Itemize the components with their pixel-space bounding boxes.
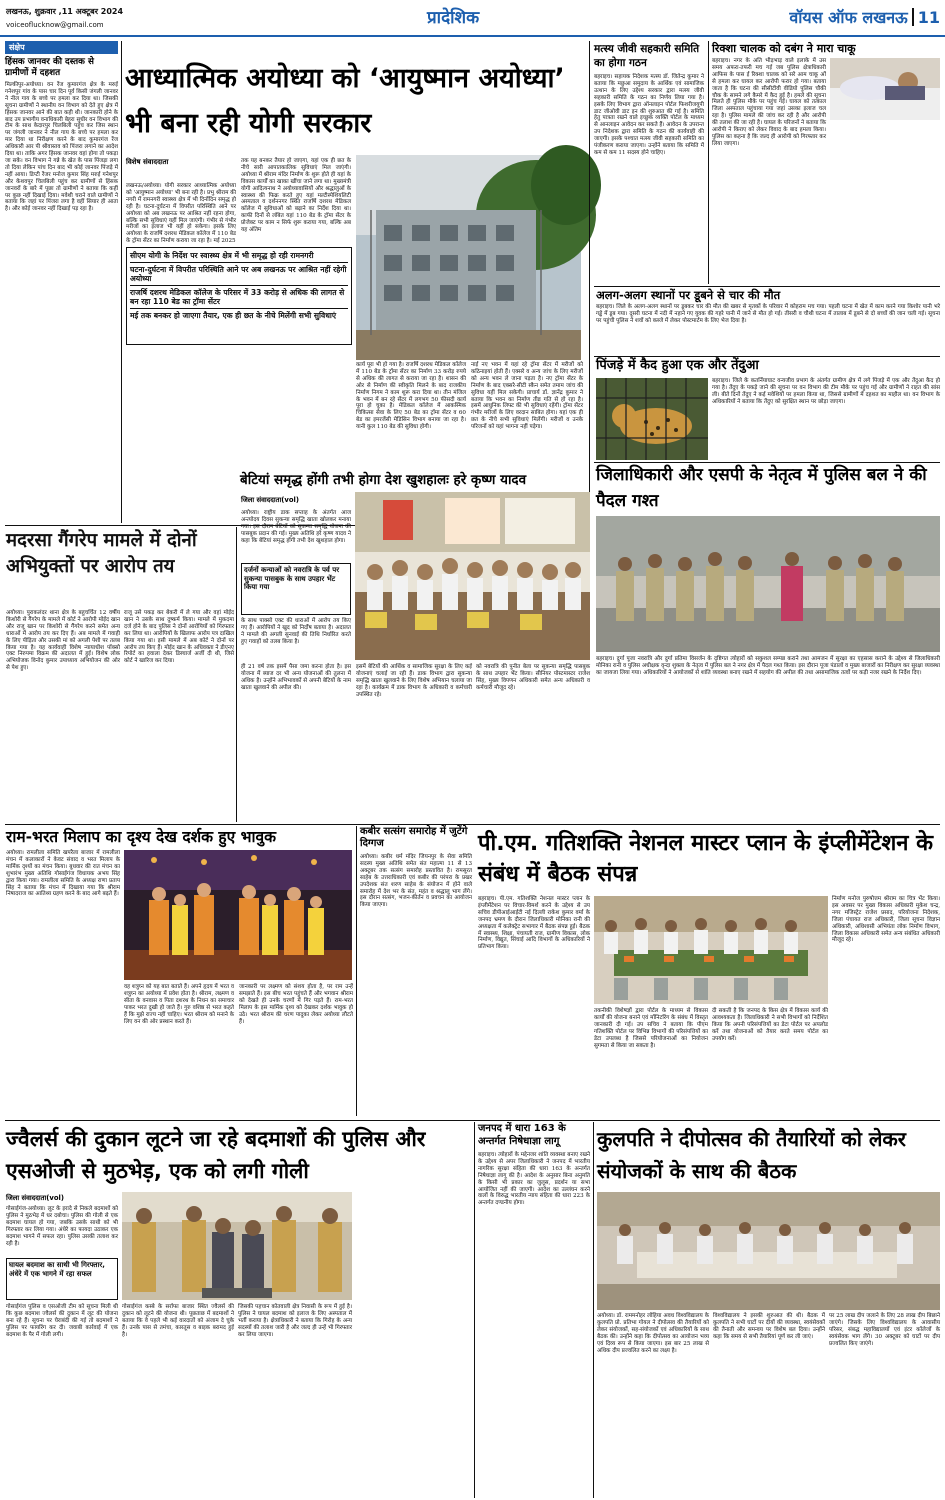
ram-bharat-body-3: जानकारी पर लक्ष्मण को संशय होता है, पर राम उन्हें समझाते हैं। इस बीच भरत पहुंचते हैं और भगवान श्रीराम को देखते ही उनके चरणों में गिर पड़ते हैं। राम-भरत मिलाप के इस मार्मिक दृश्य को देखकर दर्शक भावुक हो उठे। भरत श्रीराम की चरण पादुका लेकर अयोध्या लौटते हैं। (239, 984, 355, 1025)
fisheries-body: बहराइच। सहायक निदेशक मत्स्य डॉ. जितेन्द्र कुमार ने बताया कि मछुआ समुदाय के आर्थिक एवं सामाजिक उत्थान के लिए उद्देश्य सरकार द्वारा मत्स्य जीवी सहकारी समिति के गठन का निर्णय लिया गया है। इसके लिए विभाग द्वारा ऑनलाइन पोर्टल फिशरीजयूपी डाट जीओवी डाट इन की शुरुआत की गई है। समिति हेतु पात्रता रखने वाले इच्छुक व्यक्ति पोर्टल के माध्यम से आनलाइन आवेदन कर सकते हैं। आवेदन के उपरान्त उप निदेशक द्वारा समिति के गठन की कार्यवाही की जाएगी। इसके पश्चात मत्स्य जीवी सहकारी समिति का पंजीकरण कराया जाएगा। उन्होंने बताया कि समिति में कम से कम 11 सदस्य होने चाहिए। (594, 74, 706, 156)
ram-bharat-body-2: वह शत्रुघ्न को यह बात बताते हैं। अपने हृदय में भरत व शत्रुघ्न का अयोध्या में प्रवेश होता है। श्रीराम, लक्ष्मण व सीता के वनवास व पिता दशरथ के निधन का समाचार पाकर भरत दुखी हो जाते हैं। गुरु वशिष्ठ से भरत कहते हैं कि मुझे राज्य नहीं चाहिए। भरत श्रीराम को मनाने के लिए वन की ओर प्रस्थान करते हैं। (124, 984, 236, 1025)
kabir-body: अयोध्या। कबीर धर्म मंदिर जियनपुर के सेवा समिति सदस्य मुख्य अतिथि समेत संत महात्मा 11 से 13 अक्टूबर तक सत्संग समारोह प्रस्तावित है। रामसूरत साहेब के उत्तराधिकारी एवं कबीर की परंपरा के प्रखर उपदेशक संत शरण साहेब के संयोजन में होने वाले समारोह में देश भर के संत, महंत व श्रद्धालु भाग लेंगे। इस दौरान सत्संग, भजन-कीर्तन व प्रवचन का आयोजन किया जाएगा। (360, 854, 474, 909)
madarsa-body-3: के साथ पाक्सो एक्ट की धाराओं में आरोप तय किए गए हैं। आरोपियों ने खुद को निर्दोष बताया है। अदालत ने मामले की अगली सुनवाई की तिथि निर्धारित करते हुए गवाहों को तलब किया है। (241, 618, 353, 645)
brief-body: मिल्कीपुर-अयोध्या। वन रेंज कुमारगंज क्षेत्र के मरुई गनेशपुर गांव के पास चार दिन पूर्व किसी जंगली जानवर ने नील गाय के बच्चे पर हमला कर दिया था। जिसकी सूचना ग्रामीणों ने स्थानीय वन विभाग को देते हुए क्षेत्र में हिंसक जानवर आने की बात कही थी। जानकारी होने के बाद उप प्रभागीय वनाधिकारी बेहरा सुधीर वन विभाग की टीम के साथ केदारपुर चिलबिली पहुंच कर जिस स्थान पर जंगली जानवर ने नील गाय के बच्चे पर हमला कर मार दिया था निरीक्षण करने के बाद कुमारगंज रेंज अधिकारी आर पी श्रीवास्तव को पिंजरा लगाने का आदेश दिया था। ताकि अगर हिंसक जानवर वहां होगा तो पकड़ा जा सके। वन विभाग ने गन्ने के खेत के पास पिंजड़ा लगा तो दिया लेकिन पांच दिन बाद भी कोई जानवर पिंजड़े में नहीं आया। डिप्टी रेंजर मनोज कुमार सिंह मरुई गनेशपुर और केशवपुर चिलबिली पहुंच कर ग्रामीणों से हिंसक जानवरों के बारे में पूछा तो ग्रामीणों ने बताया कि कहीं पर कुछ नहीं दिखाई दिया। मवेशी चराने वाले ग्रामीणों ने बताया कि जहां पर पिंजरा लगा है वहीं सियार ही आता है। और कोई जानवर नहीं दिखाई पड़ रहा है। (5, 82, 120, 213)
drowning-body: बहराइच। जिले के अलग-अलग स्थानों पर डूबकर चार की मौत की खबर से मृतकों के परिवार में कोहराम मच गया। पहली घटना में खेत में काम करने गया किशोर पानी भरे गड्ढे में डूब गया। दूसरी घटना में नदी में नहाने गए युवक की गहरे पानी में जाने से मौत हो गई। तीसरी व चौथी घटना में तालाब में डूबने से दो बच्चों की जान चली गई। सूचना पर पहुंची पुलिस ने शवों को कब्जे में लेकर पोस्टमार्टम के लिए भेज दिया है। (596, 304, 942, 324)
dm-sp-body: बहराइच। दुर्गा पूजा नवरात्रि और दुर्गा प्रतिमा विसर्जन के दृष्टिगत त्योहारों को सकुशल सम्पन्न कराने तथा आमजन में सुरक्षा का एहसास कराने के उद्देश्य से जिलाधिकारी मोनिका रानी व पुलिस अधीक्षक वृन्दा शुक्ला के नेतृत्व में पुलिस बल ने नगर क्षेत्र में पैदल गश्त किया। इस दौरान पूजा पंडालों व मुख्य बाजारों का निरीक्षण कर सुरक्षा व्यवस्था का जायजा लिया गया। अधिकारियों ने आयोजकों से शांति व्यवस्था बनाए रखने में सहयोग की अपील की तथा असामाजिक तत्वों पर कड़ी नजर रखने के निर्देश दिए। (596, 656, 942, 676)
section163-body: बहराइच। त्योहारों के मद्देनजर शांति व्यवस्था बनाए रखने के उद्देश्य से अपर जिलाधिकारी ने जनपद में भारतीय नागरिक सुरक्षा संहिता की धारा 163 के अन्तर्गत निषेधाज्ञा लागू की है। आदेश के अनुसार बिना अनुमति के किसी भी प्रकार का जुलूस, प्रदर्शन या सभा आयोजित नहीं की जाएगी। आदेश का उल्लंघन करने वालों के विरुद्ध भारतीय न्याय संहिता की धारा 223 के अन्तर्गत दण्डनीय होगा। (478, 1152, 592, 1207)
lead-byline: विशेष संवाददाता (126, 158, 169, 166)
section-label: प्रादेशिक (427, 8, 480, 28)
lead-bullet: मई तक बनकर हो जाएगा तैयार, एक ही छत के नीचे मिलेंगी सभी सुविधाएं (130, 311, 337, 320)
col-rule (356, 826, 357, 1116)
ram-bharat-body-1: अयोध्या। रामलीला समिति खपरैला बाजार में रामलीला मंचन में कलाकारों ने केवट संवाद व भरत मिलाप के मार्मिक दृश्यों का मंचन किया। बुधवार की रात मंचन का शुभारंभ मुख्य अतिथि गोसाईगंज विधायक अभय सिंह द्वारा किया गया। रामलीला समिति के अध्यक्ष राणा प्रताप सिंह ने बताया कि मंचन में दिखाया गया कि श्रीराम निषादराज का आतिथ्य ग्रहण करने के बाद आगे बढ़ते हैं। (6, 850, 122, 898)
daughters-bullet-box (241, 563, 351, 615)
rickshaw-body-wide (712, 122, 940, 230)
madarsa-body-2: राजू उसे पकड़ कर बेकरी में ले गया और वहां मोईद खान ने उसके साथ दुष्कर्म किया। मामले में मुकदमा दर्ज होने के बाद पुलिस ने दोनों आरोपियों को गिरफ्तार कर लिया था। आरोपियों के खिलाफ आरोप पत्र दाखिल किया गया था। इसी मामले में अब कोर्ट ने दोनों पर आरोप तय किए हैं। मोईद खान के अधिवक्ता ने डीएनए रिपोर्ट का हवाला देकर डिस्चार्ज अर्जी दी थी, जिसे कोर्ट ने खारिज कर दिया। (124, 610, 236, 665)
kulpati-body-1: अयोध्या। डॉ. राममनोहर लोहिया अवध विश्वविद्यालय के कुलपति प्रो. प्रतिभा गोयल ने दीपोत्सव की तैयारियों को लेकर संयोजकों, सह-संयोजकों एवं अधिकारियों के साथ बैठक की। उन्होंने कहा कि दीपोत्सव का आयोजन भव्य एवं दिव्य रूप से किया जाएगा। इस बार 25 लाख से अधिक दीप प्रज्वलित करने का लक्ष्य है। (597, 1313, 711, 1354)
jewellers-headline: ज्वैलर्स की दुकान लूटने जा रहे बदमाशों की पुलिस और एसओजी से मुठभेड़, एक को लगी गोली (6, 1127, 426, 1183)
daughters-body-3: इसमें बेटियों की आर्थिक व सामाजिक सुरक्षा के लिए कई योजनाएं चलाई जा रही हैं। डाक विभाग द्वारा सुकन्या समृद्धि खाता खुलवाने के लिए विशेष अभियान चलाया जा रहा है। कार्यक्रम में डाक विभाग के अधिकारी व कर्मचारी उपस्थित रहे। (356, 664, 474, 698)
jewellers-photo (122, 1192, 352, 1300)
story-rule (594, 356, 940, 357)
ram-bharat-photo (124, 850, 352, 980)
story-rule (594, 286, 940, 287)
page-number-divider (912, 8, 914, 26)
col-rule (589, 41, 590, 523)
ram-bharat-headline: राम-भरत मिलाप का दृश्य देख दर्शक हुए भावुक (6, 828, 277, 846)
jewellers-body-2: गोसाईगंज पुलिस व एसओजी टीम को सूचना मिली थी कि कुछ बदमाश ज्वैलर्स की दुकान में लूट की योजना बना रहे हैं। सूचना पर घेराबंदी की गई तो बदमाशों ने पुलिस पर फायरिंग कर दी। जवाबी कार्रवाई में एक बदमाश के पैर में गोली लगी। (6, 1304, 120, 1338)
gatishakti-headline: पी.एम. गतिशक्ति नेशनल मास्टर प्लान के इंप्लीमेंटेशन के संबंध में बैठक संपन्न (478, 831, 934, 887)
rickshaw-body: बहराइच। नगर के अति भीड़भाड़ वाले इलाके में उस समय अफरा-तफरी मच गई जब पुलिस क्षेत्राधिकारी आफिस के पास ई रिक्शा चालक को सरे आम चाकू ओं से हमला कर घायल कर आरोपी फरार हो गया। बताया जाता है कि घटना की सीसीटीवी वीडियो पुलिस चौकी चौक के सामने लगे कैमरे में कैद हुई है। हमले की सूचना मिलते ही पुलिस मौके पर पहुंच गई। घायल को तत्काल जिला अस्पताल पहुंचाया गया जहां उसका इलाज चल रहा है। पुलिस मामले की जांच कर रही है और आरोपी की तलाश की जा रही है। घायल के परिजनों ने बताया कि आरोपी ने किराए को लेकर विवाद के बाद हमला किया। पुलिस का कहना है कि जल्द ही आरोपी को गिरफ्तार कर लिया जाएगा। (712, 58, 828, 147)
dm-sp-patrol-photo (596, 516, 940, 652)
lead-bullet: सीएम योगी के निर्देश पर स्वास्थ्य क्षेत्र में भी समृद्ध हो रही रामनगरी (130, 251, 348, 263)
lead-body-2: तक यह बनकर तैयार हो जाएगा, यहां एक ही छत के नीचे सारी आपातकालिक सुविधाएं मिल जाएंगी। अयोध्या में श्रीराम मंदिर निर्माण के शुरू होते ही यहां के विकास कार्यों का खाका खींचा जाने लगा था। मुख्यमंत्री योगी आदित्यनाथ ने अयोध्यावासियों और श्रद्धालुओं के स्वास्थ्य की फिक्र करते हुए यहां मल्टीस्पेशियलिटी अस्पताल व दर्शननगर स्थित राजर्षि दशरथ मेडिकल कॉलेज में सुविधाओं को बढ़ाने का निर्देश दिया था। काफी दिनों से लंबित यहां 110 बेड के ट्रॉमा सेंटर के प्रोजेक्ट पर काम न सिर्फ शुरू कराया गया, बल्कि अब यह अंतिम (241, 158, 353, 234)
jewellers-body-5 (356, 1192, 470, 1496)
jewellers-byline: जिला संवाददाता(vol) (6, 1194, 64, 1202)
col-rule (121, 41, 122, 523)
masthead-rule (0, 35, 945, 37)
kulpati-photo (597, 1192, 940, 1310)
section-rule (476, 824, 940, 825)
leopard-photo (596, 378, 708, 460)
daughters-body-1: अयोध्या। राष्ट्रीय डाक सप्ताह के अंतर्गत आज अन्त्योदय दिवस सुकन्या समृद्धि खाता खोलकर मनाया गया। इस दौरान बेटियों को सुकन्या समृद्धि योजना की पासबुक प्रदान की गई। मुख्य अतिथि हरे कृष्ण यादव ने कहा कि बेटियां समृद्ध होंगी तभी देश खुशहाल होगा। (241, 510, 353, 544)
gatishakti-body-3: दी सकती है कि जनपद के किस क्षेत्र में विकास कार्य की आवश्यकता है। जिलाधिकारी ने सभी विभागों को निर्देशित किया कि अपनी परिसंपत्तियों का डेटा पोर्टल पर अपलोड करें तथा योजनाओं को तैयार करते समय पोर्टल का उपयोग करें। (712, 1008, 830, 1042)
lead-body-1: लखनऊ/अयोध्या। योगी सरकार आध्यात्मिक अयोध्या को 'आयुष्मान अयोध्या' भी बना रही है। प्रभु श्रीराम की नगरी में रामनगरी स्वास्थ्य क्षेत्र में भी दिनोंदिन समृद्ध हो रही है। घटना-दुर्घटना में विपरीत परिस्थिति आने पर अयोध्या को अब लखनऊ पर आश्रित नहीं रहना होगा, बल्कि सभी सुविधाएं यहीं मिल जाएंगी। गंभीर से गंभीर मरीजों का इलाज भी यहीं हो सकेगा। इसके लिए अयोध्या के राजर्षि दशरथ मेडिकल कॉलेज में 110 बेड के ट्रॉमा सेंटर का निर्माण कराया जा रहा है। मई 2025 (126, 183, 238, 245)
paper-name: वॉयस ऑफ लखनऊ (789, 8, 908, 27)
dm-sp-headline: जिलाधिकारी और एसपी के नेतृत्व में पुलिस बल ने की पैदल गश्त (596, 465, 927, 511)
leopard-headline: पिंजड़े में कैद हुआ एक और तेंदुआ (596, 358, 759, 373)
kulpati-body-3: पर 25 लाख दीप जलाने के लिए 28 लाख दीप बिछाने जाएंगे। जिसके लिए विश्वविद्यालय के आवासीय परिसर, संबद्ध महाविद्यालयों एवं इंटर कॉलेजों के स्वयंसेवक भाग लेंगे। 30 अक्टूबर को घाटों पर दीप प्रज्वलित किए जाएंगे। (829, 1313, 942, 1347)
daughters-headline: बेटियां समृद्ध होंगी तभी होगा देश खुशहालः हरे कृष्ण यादव (240, 472, 527, 488)
lead-bullet-box (126, 247, 352, 345)
col-rule (593, 1122, 594, 1498)
jewellers-subhead: घायल बदमाश का साथी भी गिरफ्तार, अंधेरे में एक भागने में रहा सफल (9, 1261, 105, 1278)
madarsa-body-1: अयोध्या। पुराकलंदर थाना क्षेत्र के बहुचर्चित 12 वर्षीय किशोरी से गैंगरेप के मामले में कोर्ट ने आरोपी मोईद खान और राजू खान पर किशोरी से गैंगरेप करने समेत अन्य धाराओं में आरोप तय कर दिए हैं। अब मामले में गवाही के लिए पीड़िता और उसकी मां को अगली पेशी पर तलब किया गया है। यह कार्यवाही विशेष न्यायाधीश पॉक्सो एक्ट निरुपमा विक्रम की अदालत में हुई। विशेष लोक अभियोजक विनोद कुमार उपाध्याय अभियोजन की ओर से पेश हुए। (6, 610, 122, 672)
section-rule (5, 1120, 940, 1121)
drowning-headline: अलग-अलग स्थानों पर डूबने से चार की मौत (596, 288, 781, 302)
gatishakti-body-1: बहराइच। पी.एम. गतिशक्ति नेशनल मास्टर प्लान के इंप्लीमेंटेशन पर विचार-विमर्श करने के उद्देश्य से उप सचिव डीपीआईआईटी नई दिल्ली राकेश कुमार वर्मा के जनपद भ्रमण के दौरान जिलाधिकारी मोनिका रानी की अध्यक्षता में कलेक्ट्रेट सभागार में बैठक संपन्न हुई। बैठक में स्वास्थ्य, शिक्षा, पंचायती राज, ग्रामीण विकास, लोक निर्माण, विद्युत, सिंचाई आदि विभागों के अधिकारियों ने प्रतिभाग किया। (478, 896, 592, 951)
leopard-body: बहराइच। जिले के कतर्नियाघाट वन्यजीव प्रभाग के अंतर्गत ग्रामीण क्षेत्र में लगे पिंजड़े में एक और तेंदुआ कैद हो गया है। तेंदुए के पकड़े जाने की सूचना पर वन विभाग की टीम मौके पर पहुंच गई और ग्रामीणों ने राहत की सांस ली। बीते दिनों तेंदुए ने कई मवेशियों पर हमला किया था, जिससे ग्रामीणों में दहशत का माहौल था। वन विभाग के अधिकारियों ने बताया कि तेंदुए को सुरक्षित स्थान पर छोड़ा जाएगा। (712, 378, 942, 405)
lead-photo-trauma-centre (356, 155, 581, 360)
jewellers-subhead-box (6, 1258, 118, 1300)
page-number: 11 (917, 7, 940, 27)
gatishakti-body-2: तकनीकी विशेषज्ञों द्वारा पोर्टल के माध्यम से विकास कार्यों की योजना बनाने एवं मॉनिटरिंग के संबंध में विस्तृत जानकारी दी गई। उप सचिव ने बताया कि पीएम गतिशक्ति पोर्टल पर विभिन्न विभागों की परिसंपत्तियों का डेटा उपलब्ध है जिससे परियोजनाओं का नियोजन सुगमता से किया जा सकता है। (594, 1008, 710, 1049)
lead-body-3: कार्य पूरा भी हो गया है। राजर्षि दशरथ मेडिकल कॉलेज में 110 बेड के ट्रॉमा सेंटर का निर्माण 33 करोड़ रुपये से अधिक की लागत से कराया जा रहा है। शासन की ओर से निर्माण की स्वीकृति मिलने के बाद राजकीय निर्माण निगम ने काम शुरू करा दिया था। तीन मंजिल के भवन में बन रहे सेंटर में लगभग 50 फीसदी कार्य पूरा हो चुका है। मेडिकल कॉलेज में आकस्मिक चिकित्सा सेवा के लिए 50 बेड का ट्रॉमा सेंटर व 60 बेड का इमरजेंसी मेडिसिन विभाग बनाया जा रहा है। यानी कुल 110 बेड की सुविधा होगी। (356, 362, 468, 431)
rickshaw-photo (830, 58, 940, 120)
lead-headline: आध्यात्मिक अयोध्या को ‘आयुष्मान अयोध्या’ भी बना रही योगी सरकार (125, 63, 565, 139)
gatishakti-body-4: निर्माण मनोज पुरुषोत्तम श्रीराम का चित्र भेंट किया। इस अवसर पर मुख्य विकास अधिकारी मुकेश चन्द्र, नगर मजिस्ट्रेट राजेश प्रसाद, परियोजना निदेशक, जिला पंचायत राज अधिकारी, जिला सूचना विज्ञान अधिकारी, अधिशासी अभियंता लोक निर्माण विभाग, जिला विकास अधिकारी समेत अन्य संबंधित अधिकारी मौजूद रहे। (832, 896, 942, 944)
lead-bullet: घटना-दुर्घटना में विपरीत परिस्थिति आने पर अब लखनऊ पर आश्रित नहीं रहेगी अयोध्या (130, 263, 348, 286)
brief-tag: संक्षेप (5, 41, 118, 54)
jewellers-body-4: जिसकी पहचान कोतवाली क्षेत्र निवासी के रूप में हुई है। पुलिस ने घायल बदमाश को इलाज के लिए अस्पताल में भर्ती कराया है। क्षेत्राधिकारी ने बताया कि गिरोह के अन्य सदस्यों की तलाश जारी है और जल्द ही उन्हें भी गिरफ्तार कर लिया जाएगा। (238, 1304, 354, 1338)
brief-column (5, 41, 118, 523)
daughters-bullet: दर्जनों कन्याओं को नवरात्रि के पर्व पर सुकन्या पासबुक के साथ उपहार भेंट किया गया (244, 566, 340, 591)
col-rule (708, 41, 709, 284)
jewellers-body-3: गोसाईगंज कस्बे के सर्राफा बाजार स्थित ज्वैलर्स की दुकान को लूटने की योजना थी। पूछताछ में बदमाशों ने बताया कि वे पहले भी कई वारदातों को अंजाम दे चुके हैं। उनके पास से तमंचा, कारतूस व बाइक बरामद हुई है। (122, 1304, 236, 1338)
lead-bullet: राजर्षि दशरथ मेडिकल कॉलेज के परिसर में 33 करोड़ से अधिक की लागत से बन रहा 110 बेड का ट्रॉमा सेंटर (130, 286, 348, 309)
gatishakti-photo (594, 896, 828, 1004)
kulpati-body-2: विश्वविद्यालय ने इसकी शुरुआत की थी। बैठक में कुलपति ने सभी घाटों पर दीयों की व्यवस्था, स्वयंसेवकों की तैनाती और समन्वय पर विशेष बल दिया। उन्होंने कहा कि समय से सभी तैयारियां पूर्ण कर ली जाएं। (713, 1313, 827, 1340)
kabir-headline: कबीर सत्संग समारोह में जुटेंगे दिग्गज (360, 826, 468, 849)
section163-headline: जनपद में धारा 163 के अन्तर्गत निषेधाज्ञा लागू (478, 1123, 566, 1147)
brief-headline: हिंसक जानवर की दस्तक से ग्रामीणों में दहशत (5, 57, 94, 78)
masthead (0, 0, 945, 38)
email: voiceoflucknow@gmail.com (6, 21, 104, 29)
fisheries-headline: मत्स्य जीवी सहकारी समिति का होगा गठन (594, 43, 700, 69)
daughters-body-2: ही 21 वर्ष तक इसमें पैसा जमा करना होता है। इस योजना में ब्याज दर भी अन्य योजनाओं की तुलना में अधिक है। उन्होंने अभिभावकों से अपनी बेटियों के नाम खाता खुलवाने की अपील की। (241, 664, 353, 691)
jewellers-body-1: गोसाईगंज-अयोध्या। लूट के इरादे से निकले बदमाशों को पुलिस ने मुठभेड़ में धर दबोचा। पुलिस की गोली से एक बदमाश घायल हो गया, जबकि उसके साथी को भी गिरफ्तार कर लिया गया। अंधेरे का फायदा उठाकर एक बदमाश भागने में सफल रहा। पुलिस उसकी तलाश कर रही है। (6, 1206, 120, 1247)
daughters-byline: जिला संवाददाता(vol) (241, 496, 299, 504)
dateline: लखनऊ, शुक्रवार ,11 अक्टूबर 2024 (6, 7, 124, 16)
daughters-photo (355, 492, 590, 660)
madarsa-headline: मदरसा गैंगरेप मामले में दोनों अभियुक्तों पर आरोप तय (6, 530, 197, 577)
col-rule (474, 1122, 475, 1498)
col-rule (236, 527, 237, 822)
lead-body-4: नाई नए भवन में यहां रहे ट्रॉमा सेंटर में मरीजों को कठिनाइयां होती हैं। एक्सरे व अन्य जांच के लिए मरीजों को अन्य भवन ले जाना पड़ता है। नए ट्रॉमा सेंटर के निर्माण के बाद एक्सरे-सीटी स्कैन समेत तमाम जांच की सुविधा यहीं मिल सकेगी। प्राचार्य डॉ. ज्ञानेंद्र कुमार ने बताया कि भवन का निर्माण तीव्र गति से हो रहा है। इसमें आधुनिक लिफ्ट की भी सुविधाएं रहेंगी। ट्रॉमा सेंटर गंभीर मरीजों के लिए वरदान साबित होगा। यहां एक ही छत के नीचे सभी सुविधाएं मिलेंगी। मरीजों व उनके परिजनों को यहां भागना नहीं पड़ेगा। (471, 362, 585, 431)
kulpati-headline: कुलपति ने दीपोत्सव की तैयारियों को लेकर संयोजकों के साथ की बैठक (597, 1127, 906, 1183)
rickshaw-headline: रिक्शा चालक को दबंग ने मारा चाकू (712, 42, 856, 55)
daughters-body-4: को नवरात्रि की पुनीत बेला पर सुकन्या समृद्धि पासबुक के साथ उपहार भेंट किया। सीनियर पोस्टमास्टर राजेश सिंह, मुख्य विपणन अधिकारी समेत अन्य अधिकारी व कर्मचारी मौजूद रहे। (476, 664, 592, 691)
